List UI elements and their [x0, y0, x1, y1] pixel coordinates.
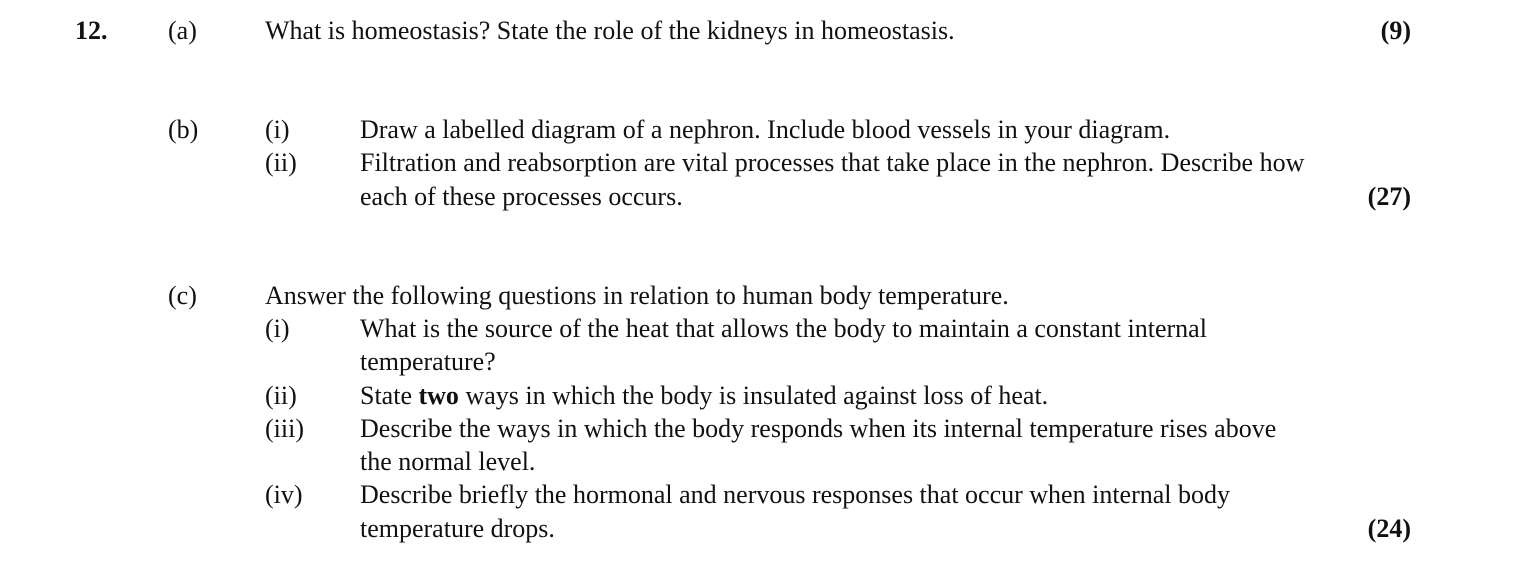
part-b-i-text: Draw a labelled diagram of a nephron. Include blood vessels in your diagram.	[360, 115, 1171, 144]
part-c-ii-post: ways in which the body is insulated against loss of heat.	[458, 381, 1049, 410]
part-c-ii-pre: State	[360, 381, 419, 410]
part-c-label: (c)	[168, 281, 197, 310]
part-c-ii-text	[360, 379, 1048, 412]
part-b-label: (b)	[168, 115, 199, 144]
part-c-i-label: (i)	[265, 314, 290, 343]
part-c-i-line2: temperature?	[360, 347, 496, 376]
part-b-i-label: (i)	[265, 115, 290, 144]
question-number: 12.	[75, 16, 108, 45]
part-c-iv-line2: temperature drops.	[360, 514, 555, 543]
part-c-iii-line1: Describe the ways in which the body responds when its internal temperature rises above	[360, 414, 1277, 443]
part-c-ii-bold: two	[418, 381, 459, 410]
part-a-label: (a)	[168, 16, 197, 45]
part-b-marks: (27)	[1367, 182, 1411, 211]
part-c-marks: (24)	[1367, 514, 1411, 543]
part-a-text: What is homeostasis? State the role of the kidneys in homeostasis.	[265, 16, 955, 45]
part-c-iii-label: (iii)	[265, 414, 304, 443]
part-c-iv-label: (iv)	[265, 480, 303, 509]
part-c-intro: Answer the following questions in relation to human body temperature.	[265, 281, 1009, 310]
part-c-ii-label: (ii)	[265, 381, 297, 410]
part-c-i-line1: What is the source of the heat that allows the body to maintain a constant internal	[360, 314, 1207, 343]
part-c-iii-line2: the normal level.	[360, 447, 536, 476]
part-b-ii-label: (ii)	[265, 148, 297, 177]
part-b-ii-line1: Filtration and reabsorption are vital processes that take place in the nephron. Describe how	[360, 148, 1305, 177]
part-a-marks: (9)	[1380, 16, 1411, 45]
part-c-iv-line1: Describe briefly the hormonal and nervous responses that occur when internal body	[360, 480, 1231, 509]
part-b-ii-line2: each of these processes occurs.	[360, 182, 683, 211]
